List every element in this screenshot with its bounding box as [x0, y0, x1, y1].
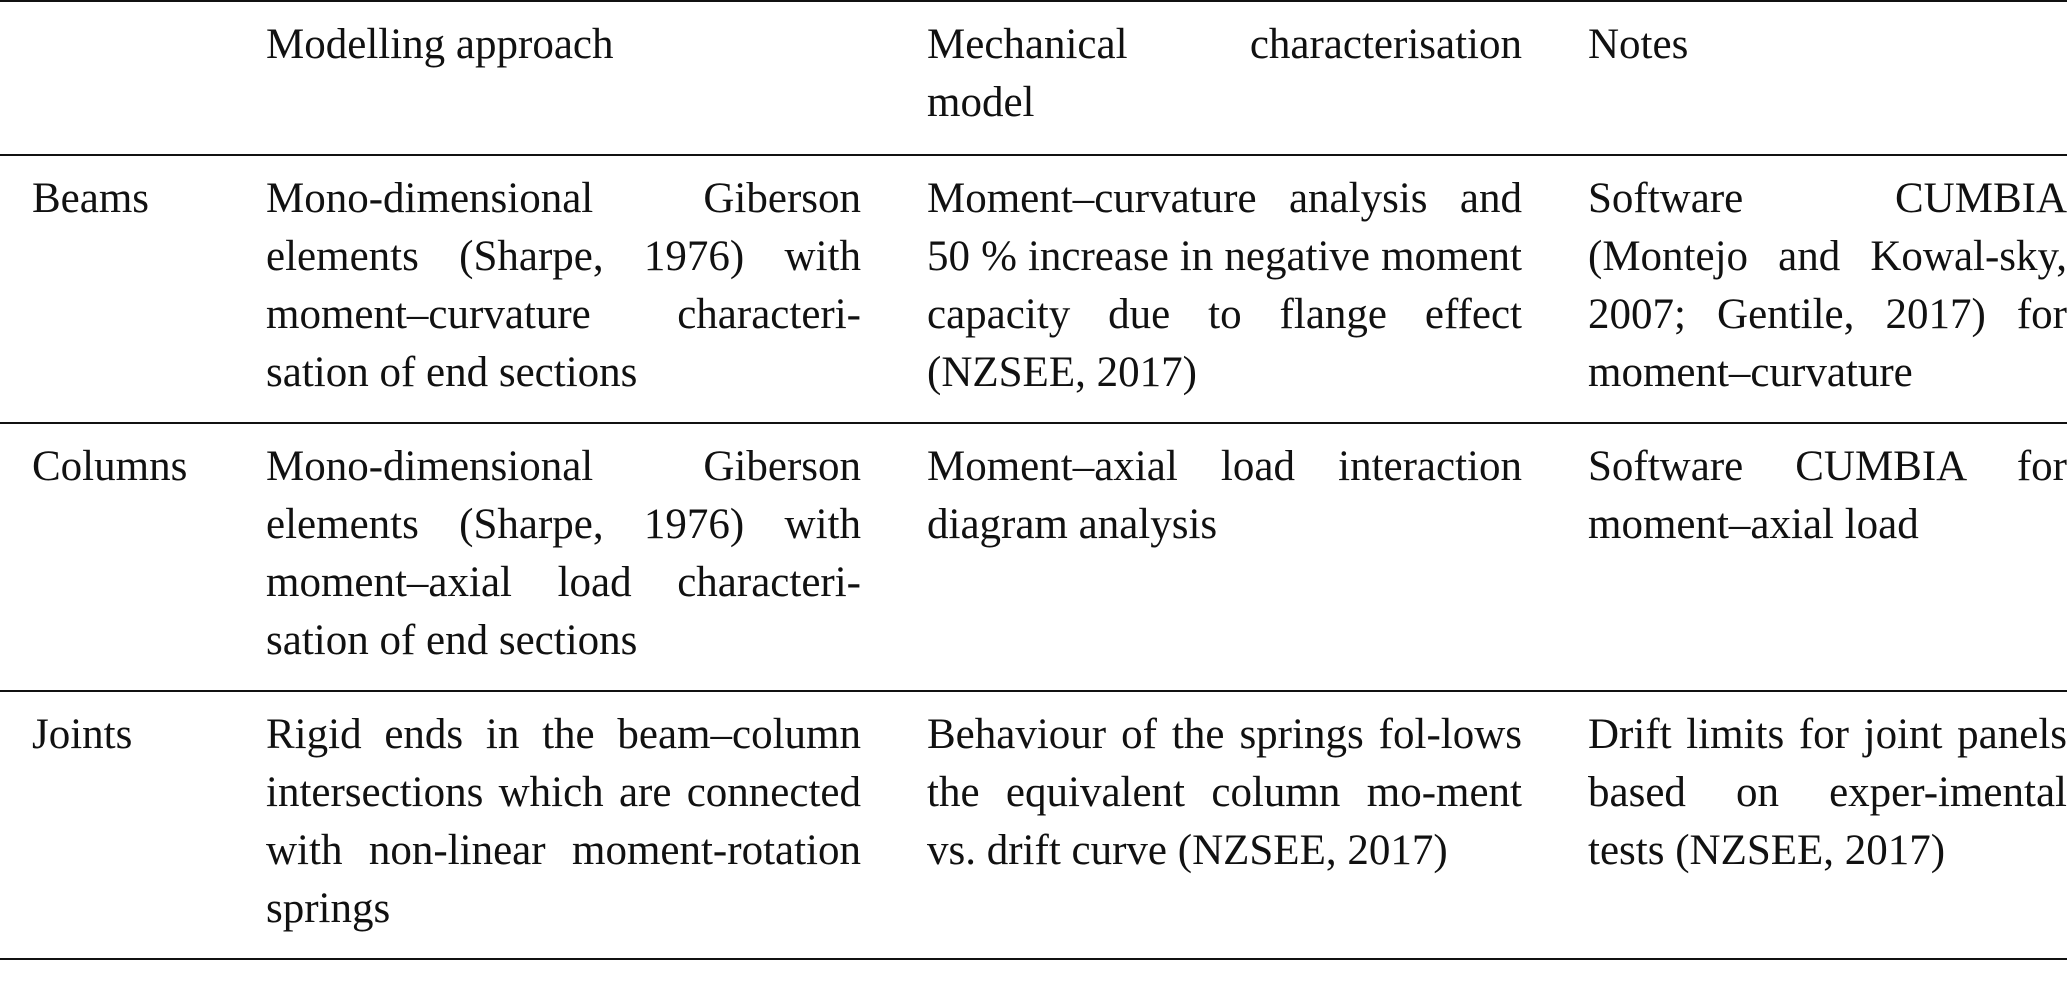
header-mechanical-word2: characterisation	[1249, 21, 1522, 68]
header-empty-cell	[0, 1, 233, 155]
table-row-columns	[0, 423, 2067, 691]
header-mechanical-line2: model	[927, 79, 1035, 126]
header-mechanical-word1: Mechanical	[927, 21, 1128, 68]
cell-notes: Software CUMBIA (Montejo and Kowal-sky, 2007; Gentile, 2017) for moment–curvature	[1555, 155, 2067, 423]
row-label: Joints	[0, 691, 233, 959]
table-row-beams	[0, 155, 2067, 423]
header-notes: Notes	[1555, 1, 2067, 155]
cell-mechanical: Behaviour of the springs fol-lows the equivalent column mo-ment vs. drift curve (NZSEE, 2017)	[894, 691, 1555, 959]
cell-modelling: Mono-dimensional Giberson elements (Sharpe, 1976) with moment–curvature characteri-sation of end sections	[233, 155, 894, 423]
cell-mechanical: Moment–axial load interaction diagram analysis	[894, 423, 1555, 691]
header-mechanical-line1	[927, 16, 1522, 74]
cell-mechanical: Moment–curvature analysis and 50 % increase in negative moment capacity due to flange effect (NZSEE, 2017)	[894, 155, 1555, 423]
table-row-joints	[0, 691, 2067, 959]
cell-notes: Drift limits for joint panels based on exper-imental tests (NZSEE, 2017)	[1555, 691, 2067, 959]
cell-notes: Software CUMBIA for moment–axial load	[1555, 423, 2067, 691]
row-label: Beams	[0, 155, 233, 423]
row-label: Columns	[0, 423, 233, 691]
header-modelling-approach: Modelling approach	[233, 1, 894, 155]
cell-modelling: Rigid ends in the beam–column intersections which are connected with non-linear moment-rotation springs	[233, 691, 894, 959]
header-mechanical-characterisation	[894, 1, 1555, 155]
cell-modelling: Mono-dimensional Giberson elements (Sharpe, 1976) with moment–axial load characteri-sation of end sections	[233, 423, 894, 691]
table-header-row	[0, 1, 2067, 155]
